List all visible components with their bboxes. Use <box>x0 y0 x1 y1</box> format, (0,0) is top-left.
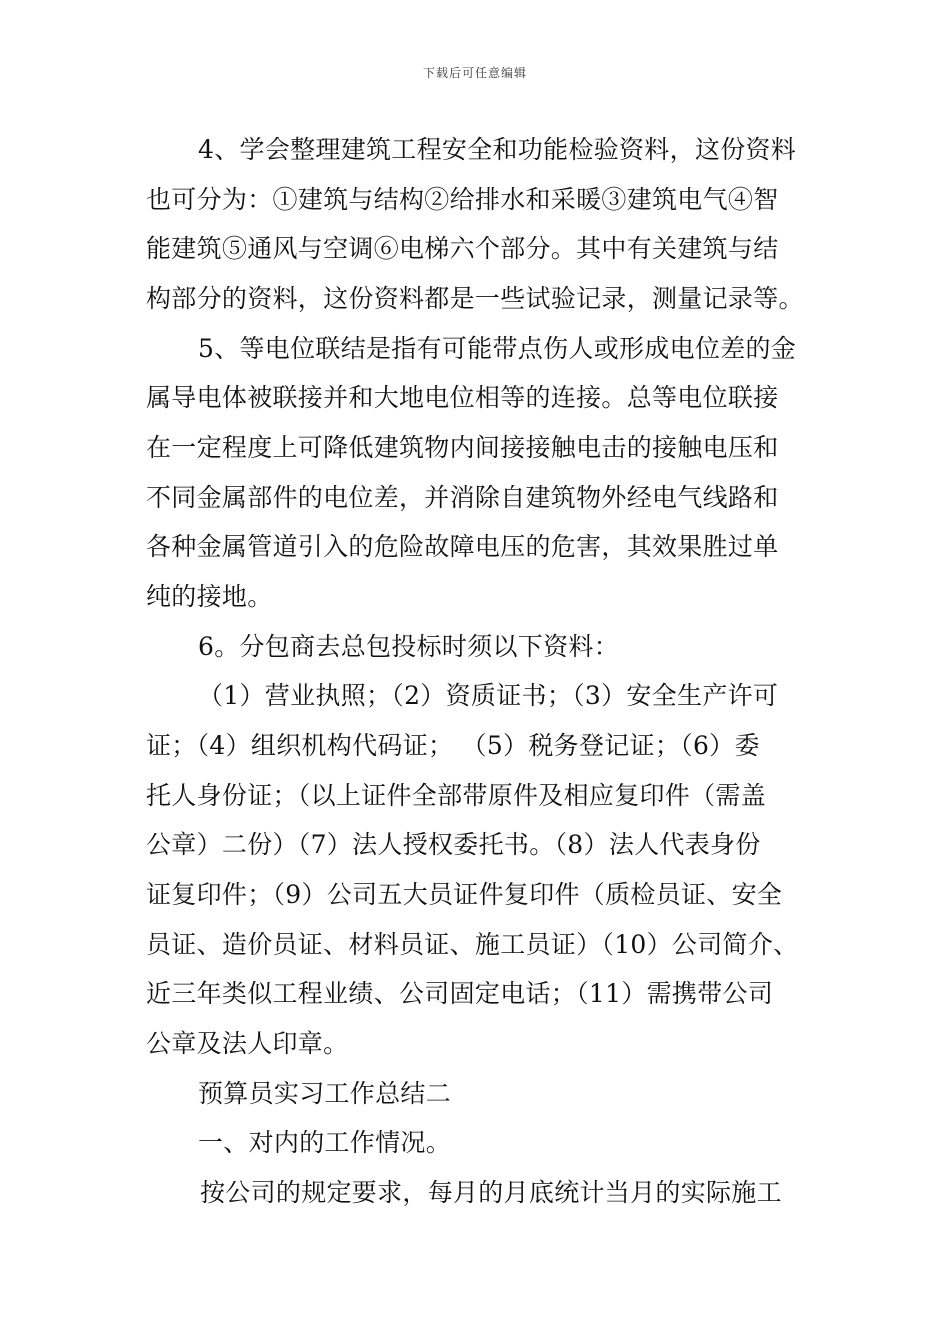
page-header: 下载后可任意编辑 <box>422 66 527 80</box>
text-line: 不同金属部件的电位差，并消除自建筑物外经电气线路和 <box>146 483 779 512</box>
section-title: 预算员实习工作总结二 <box>198 1079 452 1108</box>
text-line: 构部分的资料，这份资料都是一些试验记录，测量记录等。 <box>146 284 804 313</box>
text-line: 在一定程度上可降低建筑物内间接接触电击的接触电压和 <box>146 433 779 462</box>
text-line: 公章）二份）（7）法人授权委托书。（8）法人代表身份 <box>146 830 761 859</box>
text-line: 6。分包商去总包投标时须以下资料： <box>198 632 620 661</box>
text-line: 4、学会整理建筑工程安全和功能检验资料，这份资料 <box>198 135 797 164</box>
section-heading: 一、对内的工作情况。 <box>198 1128 452 1157</box>
text-line: 5、等电位联结是指有可能带点伤人或形成电位差的金 <box>198 334 797 363</box>
text-line: 员证、造价员证、材料员证、施工员证）（10）公司简介、 <box>146 930 799 959</box>
text-line: 托人身份证；（以上证件全部带原件及相应复印件（需盖 <box>146 781 767 810</box>
text-line: 按公司的规定要求，每月的月底统计当月的实际施工 <box>200 1178 782 1207</box>
text-line: （1）营业执照；（2）资质证书；（3）安全生产许可 <box>198 681 779 710</box>
text-line: 属导电体被联接并和大地电位相等的连接。总等电位联接 <box>146 383 779 412</box>
text-line: 证；（4）组织机构代码证； （5）税务登记证；（6）委 <box>146 731 760 760</box>
text-line: 近三年类似工程业绩、公司固定电话；（11）需携带公司 <box>146 979 774 1008</box>
text-line: 能建筑⑤通风与空调⑥电梯六个部分。其中有关建筑与结 <box>146 234 779 263</box>
text-line: 也可分为：①建筑与结构②给排水和采暖③建筑电气④智 <box>146 185 779 214</box>
text-line: 证复印件；（9）公司五大员证件复印件（质检员证、安全 <box>146 880 783 909</box>
text-line: 公章及法人印章。 <box>146 1029 349 1058</box>
text-line: 纯的接地。 <box>146 582 273 611</box>
text-line: 各种金属管道引入的危险故障电压的危害，其效果胜过单 <box>146 532 779 561</box>
